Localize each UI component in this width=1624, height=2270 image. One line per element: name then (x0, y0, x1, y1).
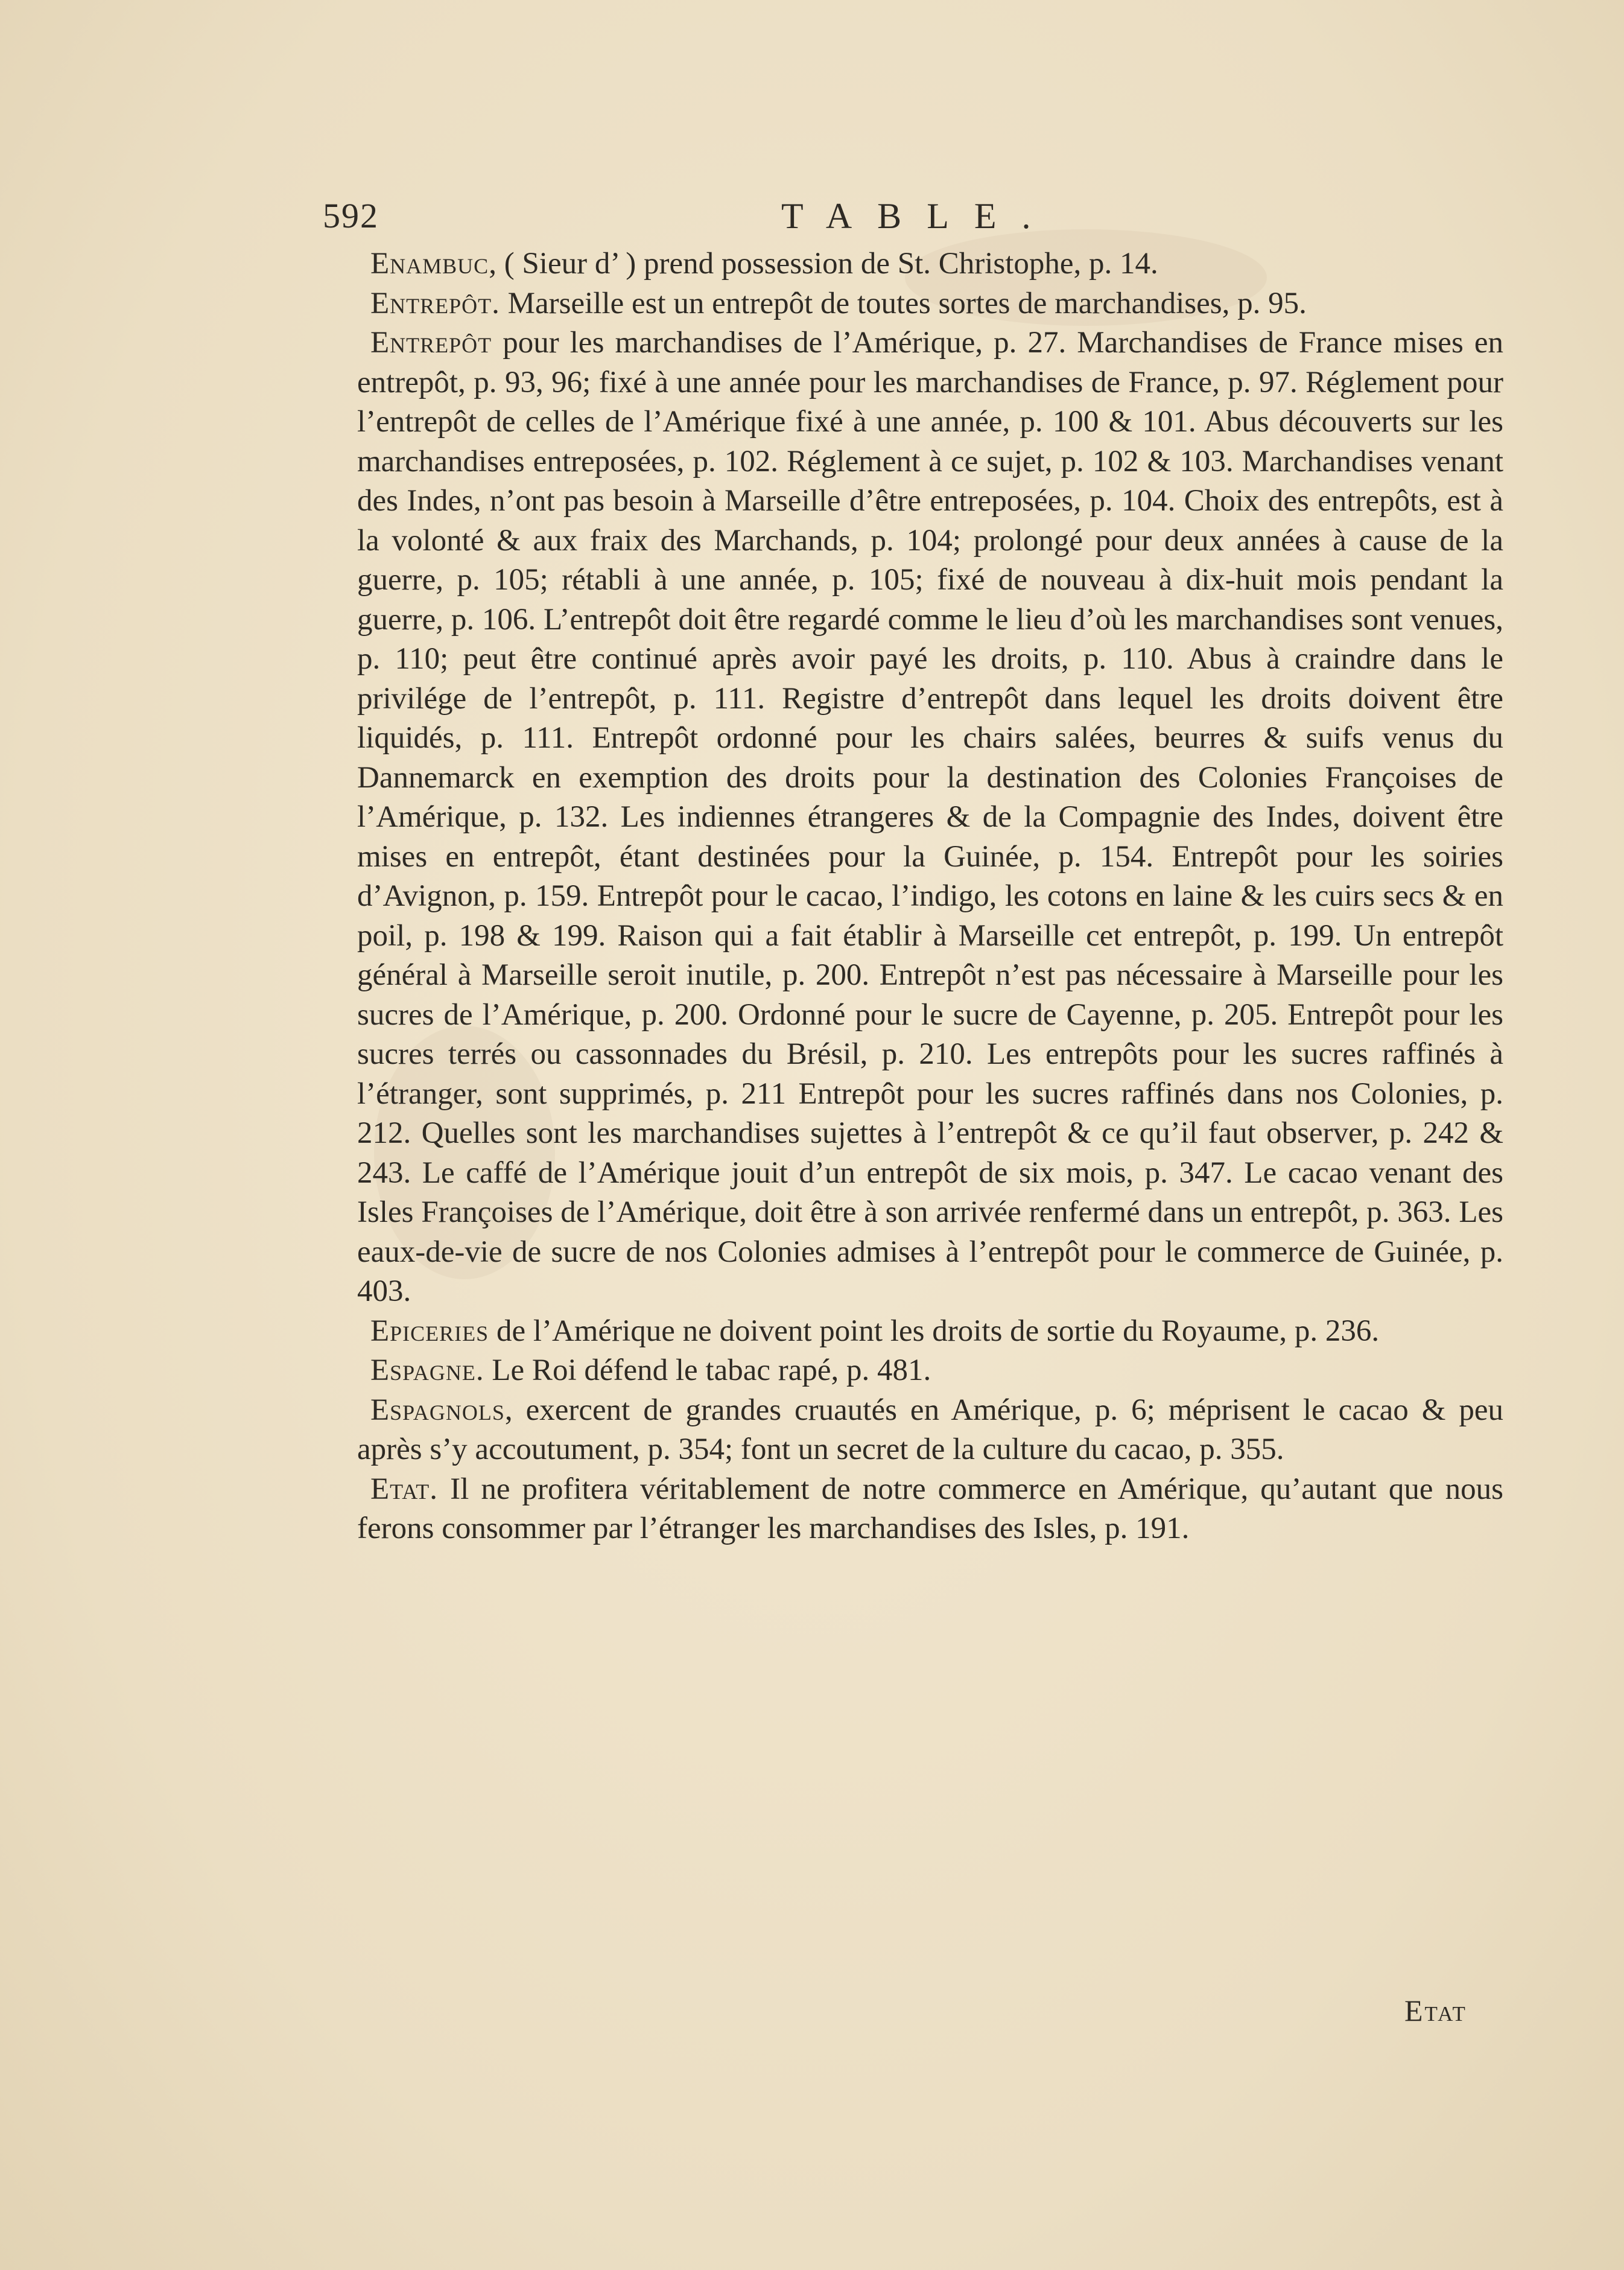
entry-head: Entrepôt (370, 326, 492, 360)
entry-head: Espagne. (370, 1353, 484, 1387)
page-title: TABLE. (781, 196, 1056, 236)
entry-head: Etat. (370, 1472, 439, 1506)
catchword: Etat (1404, 1994, 1467, 2027)
index-entry (357, 1391, 1503, 1470)
entry-head: Espagnols (370, 1393, 505, 1427)
entry-text: Le Roi défend le tabac rapé, p. 481. (484, 1353, 931, 1387)
index-entry (357, 1351, 1503, 1391)
running-header (323, 192, 1499, 240)
index-body (357, 244, 1503, 1549)
entry-text: Marseille est un entrepôt de toutes sortes de marchandises, p. 95. (500, 286, 1307, 320)
index-entry (357, 244, 1503, 284)
entry-head: Enambuc (370, 247, 489, 281)
entry-text: pour les marchandises de l’Amérique, p. 27. Marchandises de France mises en entrepôt, p. 93, 96; fixé à une année pour les marchandises de France, p. 97. Réglement pour l’entrepôt de celles de l’Amérique fixé à une année, p. 100 & 101. Abus découverts sur les marchandises entreposées, p. 102. Réglement à ce sujet, p. 102 & 103. Marchandises venant des Indes, n’ont pas besoin à Marseille d’être entreposées, p. 104. Choix des entrepôts, est à la volonté & aux fraix des Marchands, p. 104; prolongé pour deux années à cause de la guerre, p. 105; rétabli à une année, p. 105; fixé de nouveau à dix-huit mois pendant la guerre, p. 106. L’entrepôt doit être regardé comme le lieu d’où les marchandises sont venues, p. 110; peut être continué après avoir payé les droits, p. 110. Abus à craindre dans le privilége de l’entrepôt, p. 111. Registre d’entrepôt dans lequel les droits doivent être liquidés, p. 111. Entrepôt ordonné pour les chairs salées, beurres & suifs venus du Dannemarck en exemption des droits pour la destination des Colonies Françoises de l’Amérique, p. 132. Les indiennes étrangeres & de la Compagnie des Indes, doivent être mises en entrepôt, étant destinées pour la Guinée, p. 154. Entrepôt pour les soiries d’Avignon, p. 159. Entrepôt pour le cacao, l’indigo, les cotons en laine & les cuirs secs & en poil, p. 198 & 199. Raison qui a fait établir à Marseille cet entrepôt, p. 199. Un entrepôt général à Marseille seroit inutile, p. 200. Entrepôt n’est pas nécessaire à Marseille pour les sucres de l’Amérique, p. 200. Ordonné pour le sucre de Cayenne, p. 205. Entrepôt pour les sucres terrés ou cassonnades du Brésil, p. 210. Les entrepôts pour les sucres raffinés à l’étranger, sont supprimés, p. 211 Entrepôt pour les sucres raffinés dans nos Colonies, p. 212. Quelles sont les marchandises sujettes à l’entrepôt & ce qu’il faut observer, p. 242 & 243. Le caffé de l’Amérique jouit d’un entrepôt de six mois, p. 347. Le cacao venant des Isles Françoises de l’Amérique, doit être à son arrivée renfermé dans un entrepôt, p. 363. Les eaux-de-vie de sucre de nos Colonies admises à l’entrepôt pour le commerce de Guinée, p. 403. (357, 326, 1503, 1308)
entry-text: Il ne profitera véritablement de notre commerce en Amérique, qu’autant que nous ferons consommer par l’étranger les marchandises des Isles, p. 191. (357, 1472, 1503, 1545)
entry-text: de l’Amérique ne doivent point les droits de sortie du Royaume, p. 236. (489, 1314, 1380, 1348)
entry-text: , exercent de grandes cruautés en Amérique, p. 6; méprisent le cacao & peu après s’y accoutument, p. 354; font un secret de la culture du cacao, p. 355. (357, 1393, 1503, 1466)
index-entry (357, 284, 1503, 324)
index-entry (357, 323, 1503, 1312)
index-entry (357, 1312, 1503, 1352)
entry-head: Entrepôt. (370, 286, 500, 320)
page-number: 592 (323, 196, 379, 235)
entry-head: Epiceries (370, 1314, 489, 1348)
entry-text: , ( Sieur d’ ) prend possession de St. Christophe, p. 14. (489, 247, 1158, 281)
index-entry (357, 1470, 1503, 1549)
